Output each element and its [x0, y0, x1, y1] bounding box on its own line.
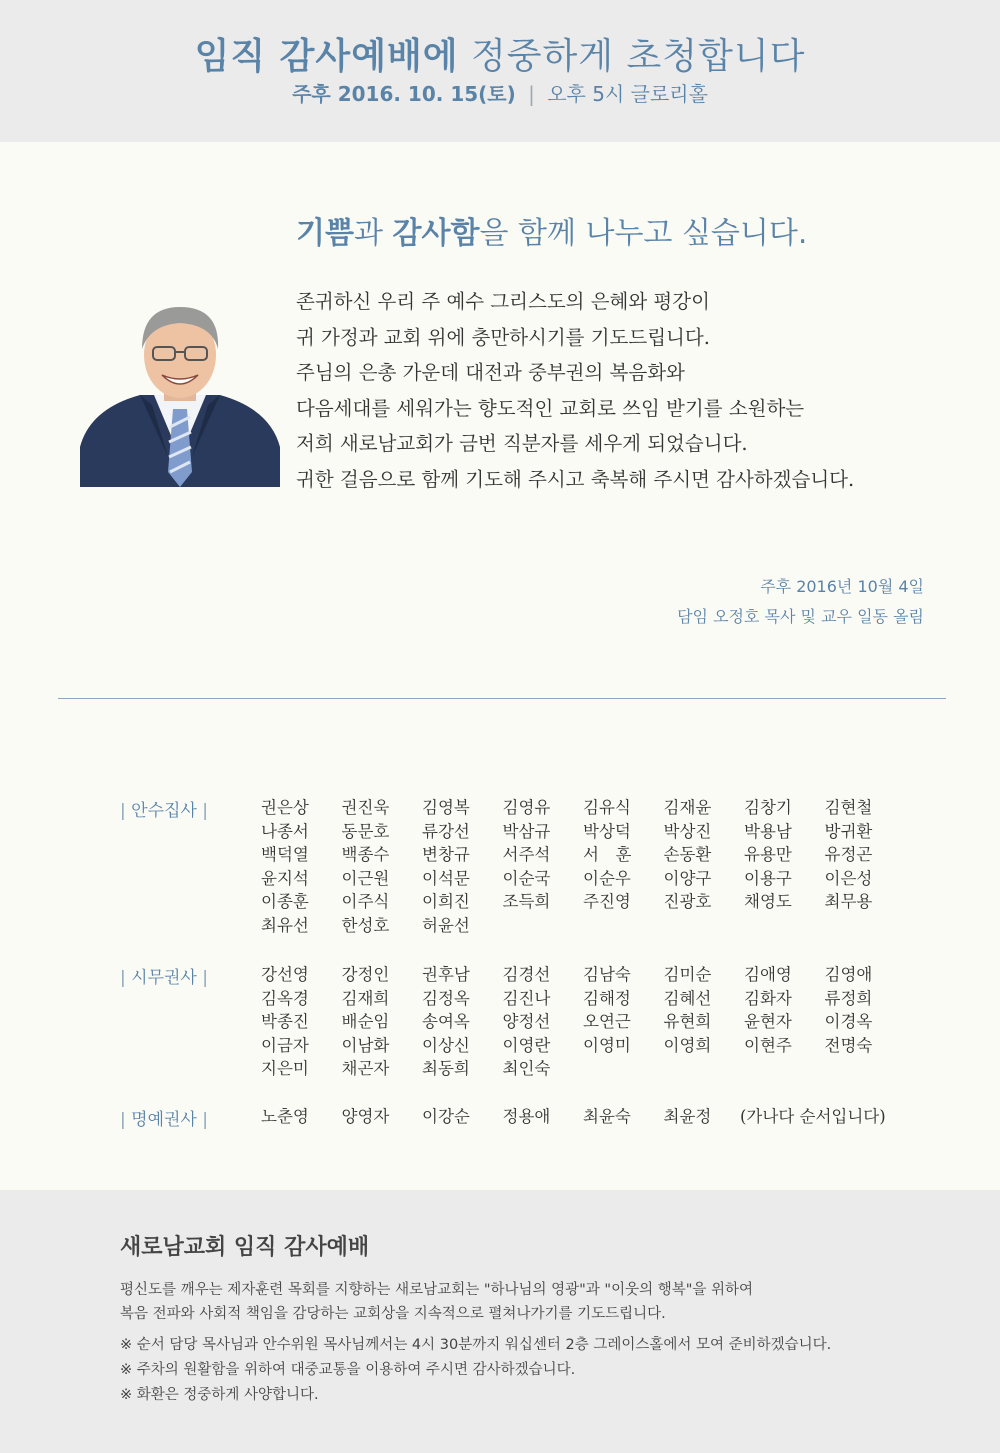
member-name: 채영도 — [744, 892, 792, 912]
member-name: 이종훈 — [261, 892, 309, 912]
group-label: | 안수집사 | — [120, 801, 208, 821]
member-name: 송여옥 — [422, 1012, 470, 1032]
member-name: 변창규 — [422, 845, 470, 865]
member-name: 서주석 — [502, 845, 551, 865]
member-name: 서 훈 — [583, 845, 632, 865]
headline-joy: 기쁨 — [296, 216, 354, 251]
member-name: 이석문 — [422, 868, 470, 888]
member-name: 이영란 — [502, 1035, 551, 1055]
member-name: 이강순 — [422, 1107, 470, 1126]
member-name: 조득희 — [502, 892, 551, 912]
member-name: 이용구 — [744, 868, 792, 888]
member-name: 지은미 — [261, 1059, 309, 1079]
member-name: 김영애 — [824, 965, 873, 984]
member-name: 최동희 — [422, 1059, 470, 1079]
member-name: 김화자 — [744, 988, 792, 1008]
member-name: 류강선 — [422, 821, 470, 841]
footer-note: ※ 순서 담당 목사님과 안수위원 목사님께서는 4시 30분까지 워십센터 2층 그레이스홀에서 모여 준비하겠습니다. — [120, 1337, 832, 1353]
signature-date: 주후 2016년 10월 4일 — [760, 577, 924, 596]
headline-gratitude: 감사함 — [392, 216, 480, 251]
member-name: 진광호 — [663, 892, 712, 912]
member-name: 이상신 — [422, 1035, 470, 1055]
pastor-photo — [80, 297, 280, 487]
member-name: 이남화 — [341, 1035, 390, 1055]
headline-and: 과 — [353, 216, 393, 251]
letter-line: 귀한 걸음으로 함께 기도해 주시고 축복해 주시면 감사하겠습니다. — [296, 467, 855, 491]
church-info-footer — [0, 1190, 1000, 1453]
member-name: 유정곤 — [824, 845, 873, 865]
event-date-line — [0, 78, 1000, 107]
member-name: 이현주 — [744, 1035, 792, 1055]
member-name: 유용만 — [744, 845, 792, 865]
member-name: 동문호 — [341, 821, 390, 841]
member-name: 정용애 — [502, 1107, 551, 1126]
member-name: 이순우 — [583, 868, 631, 888]
letter-line: 다음세대를 세워가는 향도적인 교회로 쓰임 받기를 소원하는 — [296, 396, 805, 420]
member-name: 전명숙 — [824, 1035, 873, 1055]
member-name: 강정인 — [341, 965, 390, 984]
letter-line: 주님의 은총 가운데 대전과 중부권의 복음화와 — [296, 361, 685, 385]
letter-line: 저희 새로남교회가 금번 직분자를 세우게 되었습니다. — [296, 432, 748, 456]
footer-note: ※ 화환은 정중하게 사양합니다. — [120, 1387, 319, 1403]
member-name: 나종서 — [261, 821, 309, 841]
member-name: 이경옥 — [824, 1012, 873, 1032]
member-name: 양영자 — [341, 1107, 390, 1126]
member-name: 김옥경 — [261, 988, 309, 1008]
member-name: 유현희 — [663, 1012, 712, 1032]
group-label-text: 명예권사 — [131, 1110, 197, 1130]
member-name: 이순국 — [502, 868, 551, 888]
member-name: 김영유 — [502, 798, 551, 817]
member-name: 권은상 — [261, 798, 309, 817]
footer-notes — [120, 1333, 831, 1408]
member-name: 이희진 — [422, 892, 470, 912]
group-label: | 명예권사 | — [120, 1110, 208, 1130]
member-name: 백덕열 — [261, 845, 309, 865]
footer-note: ※ 주차의 원활함을 위하여 대중교통을 이용하여 주시면 감사하겠습니다. — [120, 1362, 576, 1378]
member-name: 최윤숙 — [583, 1107, 631, 1126]
member-name: 채곤자 — [341, 1059, 390, 1079]
separator: | — [528, 82, 535, 106]
member-name: 양정선 — [502, 1012, 551, 1032]
group-label-text: 안수집사 — [131, 801, 197, 821]
member-name: 강선영 — [261, 965, 309, 984]
member-name: 최무용 — [824, 892, 873, 912]
member-name: 김미순 — [663, 965, 712, 984]
member-name: 백종수 — [341, 845, 390, 865]
invitation-title — [0, 28, 1000, 79]
group-label: | 시무권사 | — [120, 968, 208, 988]
member-name: 권진욱 — [341, 798, 390, 817]
event-date: 주후 2016. 10. 15(토) — [292, 82, 516, 106]
invitation-body — [0, 142, 1000, 1190]
member-name: 김진나 — [502, 988, 551, 1008]
member-name: 권후남 — [422, 965, 470, 984]
title-bold: 임직 감사예배에 — [194, 36, 459, 77]
member-name: 허윤선 — [422, 915, 470, 935]
member-name: 오연근 — [583, 1012, 631, 1032]
member-name: 최유선 — [261, 915, 309, 935]
member-name: 김혜선 — [663, 988, 712, 1008]
member-name: 이근원 — [341, 868, 390, 888]
member-name: 김정옥 — [422, 988, 470, 1008]
member-name: 김애영 — [744, 965, 792, 984]
name-list — [261, 796, 905, 938]
member-name: 한성호 — [341, 915, 390, 935]
member-name: 김경선 — [502, 965, 551, 984]
member-name: 이주식 — [341, 892, 390, 912]
member-name: 김현철 — [824, 798, 873, 817]
member-name: 주진영 — [583, 892, 631, 912]
member-name: 윤현자 — [744, 1012, 792, 1032]
member-name: 박삼규 — [502, 821, 551, 841]
headline-rest: 을 함께 나누고 싶습니다. — [479, 216, 808, 251]
footer-body-line: 복음 전파와 사회적 책임을 감당하는 교회상을 지속적으로 펼쳐나가기를 기도드립니다. — [120, 1306, 666, 1322]
member-name: 손동환 — [663, 845, 712, 865]
member-name: 김남숙 — [583, 965, 631, 984]
footer-body-line: 평신도를 깨우는 제자훈련 목회를 지향하는 새로남교회는 "하나님의 영광"과 "이웃의 행복"을 위하여 — [120, 1282, 754, 1298]
member-name: 노춘영 — [261, 1107, 309, 1126]
member-name: 김해정 — [583, 988, 631, 1008]
member-name: 류정희 — [824, 988, 873, 1008]
footer-description — [120, 1278, 753, 1326]
member-name: 이영미 — [583, 1035, 631, 1055]
letter-line: 존귀하신 우리 주 예수 그리스도의 은혜와 평강이 — [296, 290, 710, 313]
event-time-place: 오후 5시 글로리홀 — [547, 82, 708, 106]
member-name: 박종진 — [261, 1012, 309, 1032]
member-name: 박상덕 — [583, 821, 631, 841]
member-name: 방귀환 — [824, 821, 873, 841]
member-name: 김영복 — [422, 798, 470, 817]
member-name: 이영희 — [663, 1035, 712, 1055]
member-name: 최윤정 — [663, 1107, 712, 1126]
section-divider — [58, 698, 946, 699]
footer-title: 새로남교회 임직 감사예배 — [120, 1235, 370, 1260]
member-name: 김유식 — [583, 798, 631, 817]
member-name: 윤지석 — [261, 868, 309, 888]
member-name: 김재희 — [341, 988, 390, 1008]
member-name: 이은성 — [824, 868, 873, 888]
signature-from: 담임 오정호 목사 및 교우 일동 올림 — [677, 607, 924, 626]
order-note: (가나다 순서입니다) — [740, 1107, 886, 1126]
headline — [296, 208, 807, 252]
letter-line: 귀 가정과 교회 위에 충만하시기를 기도드립니다. — [296, 325, 710, 349]
member-name: 이양구 — [663, 868, 712, 888]
member-name: 박용남 — [744, 821, 792, 841]
invitation-header — [0, 0, 1000, 142]
group-label-text: 시무권사 — [131, 968, 197, 988]
member-name: 최인숙 — [502, 1059, 551, 1079]
signature — [677, 572, 924, 632]
member-name: 이금자 — [261, 1035, 309, 1055]
member-name: 김재윤 — [663, 798, 712, 817]
title-rest: 정중하게 초청합니다 — [470, 36, 806, 77]
member-name: 김창기 — [744, 798, 792, 817]
member-name: 박상진 — [663, 821, 712, 841]
invitation-letter — [296, 284, 946, 498]
member-name: 배순임 — [341, 1012, 390, 1032]
name-list — [261, 963, 905, 1081]
